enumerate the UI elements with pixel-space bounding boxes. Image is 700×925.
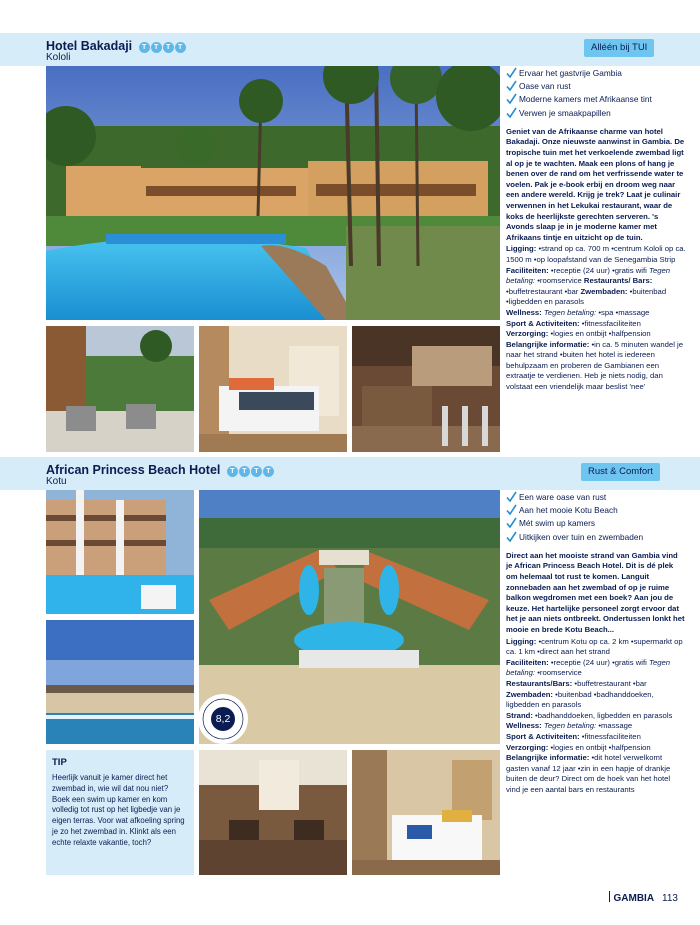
fact-faciliteiten: Faciliteiten: •receptie (24 uur) •gratis wifi Tegen betaling: •roomservice — [506, 657, 671, 678]
hotel-title: Hotel Bakadaji T T T T — [46, 38, 187, 53]
page-number: 113 — [662, 893, 678, 904]
highlight-item: Aan het mooie Kotu Beach — [506, 504, 686, 517]
check-icon — [506, 107, 517, 119]
star-icon: T — [139, 42, 150, 53]
footer-divider — [609, 891, 610, 902]
star-icon: T — [251, 466, 262, 477]
highlight-item: Uitkijken over tuin en zwembaden — [506, 531, 686, 544]
tip-title: TIP — [52, 757, 67, 768]
highlights-list — [506, 67, 686, 120]
check-icon — [506, 531, 517, 543]
fact-verzorging: Verzorging: •logies en ontbijt •halfpension — [506, 742, 651, 752]
hotel-tag-badge: Rust & Comfort — [581, 463, 660, 481]
star-rating — [139, 38, 187, 53]
swim-up-room-photo — [46, 490, 194, 614]
highlight-item: Verwen je smaakpapillen — [506, 107, 686, 120]
highlight-item: Moderne kamers met Afrikaanse tint — [506, 93, 686, 106]
page-footer — [609, 891, 678, 904]
hotel-restaurant-photo — [352, 326, 500, 452]
check-icon — [506, 80, 517, 92]
hotel-description-column — [506, 491, 686, 795]
fact-sport: Sport & Activiteiten: •fitnessfaciliteiten — [506, 731, 641, 741]
fact-wellness: Wellness: Tegen betaling: •massage — [506, 721, 633, 731]
rating-score: 8,2 — [211, 707, 235, 731]
highlight-item: Mét swim up kamers — [506, 517, 686, 530]
fact-belangrijk: Belangrijke informatie: •in ca. 5 minuten wandel je naar het strand •buiten het hotel is iedereen behulpzaam en proberen de Gambianen een extraatje te verdienen. Heb je niets nodig, dan volstaat een vriendelijk maar beslist 'nee' — [506, 339, 684, 392]
hotel-intro: Geniet van de Afrikaanse charme van hotel Bakadaji. Onze nieuwste aanwinst in Gambia. De tropische tuin met het verkoelende zwembad ligt al op je te wachten. Maak een plons of hang je benen over de rand om het verfrissende water te voelen. Pak je e-book erbij en droom weg naar een andere wereld. Krijg je trek? Laat je culinair verwennen in het Lekukai restaurant, waar de koks de heerlijkste gerechten serveren. 's Avonds slaap je in je moderne kamer met Afrikaans tintje en uitzicht op de tuin. — [506, 126, 685, 242]
fact-faciliteiten: Faciliteiten: •receptie (24 uur) •gratis wifi Tegen betaling: •roomservice Restaurants/ Bars: •buffetrestaurant •bar Zwembaden: •buitenbad •ligbedden en parasols — [506, 265, 671, 307]
star-icon: T — [239, 466, 250, 477]
check-icon — [506, 504, 517, 516]
fact-ligging: Ligging: •centrum Kotu op ca. 2 km •supermarkt op ca. 1 km •direct aan het strand — [506, 636, 683, 657]
tip-body: Heerlijk vanuit je kamer direct het zwembad in, wie wil dat nou niet? Boek een swim up kamer en kom volledig tot rust op het ligbedje van je eigen terras. Voor wat afkoeling spring je zo het zwembad in. Klinkt als een echte relaxte vakantie, toch? — [52, 773, 185, 847]
footer-destination: GAMBIA — [613, 893, 655, 904]
highlights-list — [506, 491, 686, 544]
star-icon: T — [151, 42, 162, 53]
check-icon — [506, 491, 517, 503]
fact-ligging: Ligging: •strand op ca. 700 m •centrum Kololi op ca. 1500 m •op loopafstand van de Senegambia Strip — [506, 244, 686, 264]
check-icon — [506, 67, 517, 79]
hotel-bedroom-photo — [352, 750, 500, 875]
hotel-location: Kotu — [46, 476, 67, 487]
star-icon: T — [163, 42, 174, 53]
hotel-tag-badge: Alléén bij TUI — [584, 39, 654, 57]
fact-zwembaden: Zwembaden: •buitenbad •badhanddoeken, ligbedden en parasols — [506, 689, 654, 710]
hotel-terrace-photo — [46, 326, 194, 452]
hotel-room-photo — [199, 326, 347, 452]
rating-badge — [198, 694, 248, 744]
check-icon — [506, 517, 517, 529]
highlight-item: Een ware oase van rust — [506, 491, 686, 504]
highlight-item: Oase van rust — [506, 80, 686, 93]
hotel-restaurant-photo — [199, 750, 347, 875]
hotel-main-photo — [46, 66, 500, 320]
fact-strand: Strand: •badhanddoeken, ligbedden en parasols — [506, 710, 673, 720]
hotel-location: Kololi — [46, 52, 71, 63]
hotel-description-column — [506, 67, 686, 393]
hotel-intro: Direct aan het mooiste strand van Gambia vind je African Princess Beach Hotel. Dit is dé plek om helemaal tot rust te komen. Languit zonnebaden aan het zwembad of op je ruime balkon wegdromen met een boek? Aan jou de keuze. Het hartelijke personeel zorgt ervoor dat het je aan niets ontbreekt. Ondertussen lonkt het mooie en brede Kotu Beach... — [506, 550, 685, 634]
fact-wellness: Wellness: Tegen betaling: •spa •massage — [506, 307, 650, 317]
star-rating — [227, 462, 275, 477]
check-icon — [506, 93, 517, 105]
fact-verzorging: Verzorging: •logies en ontbijt •halfpension — [506, 329, 651, 339]
hotel-title: African Princess Beach Hotel T T T T — [46, 462, 275, 477]
highlight-item: Ervaar het gastvrije Gambia — [506, 67, 686, 80]
star-icon: T — [175, 42, 186, 53]
fact-restaurants: Restaurants/Bars: •buffetrestaurant •bar — [506, 678, 647, 688]
star-icon: T — [227, 466, 238, 477]
star-icon: T — [263, 466, 274, 477]
fact-sport: Sport & Activiteiten: •fitnessfaciliteiten — [506, 318, 641, 328]
beach-photo — [46, 620, 194, 744]
tip-box — [46, 750, 194, 875]
fact-belangrijk: Belangrijke informatie: •dit hotel verwelkomt gasten vanaf 12 jaar •zin in een hapje of drankje buiten de deur? Direct om de hoek van het hotel vind je een aantal bars en restaurants — [506, 753, 671, 794]
